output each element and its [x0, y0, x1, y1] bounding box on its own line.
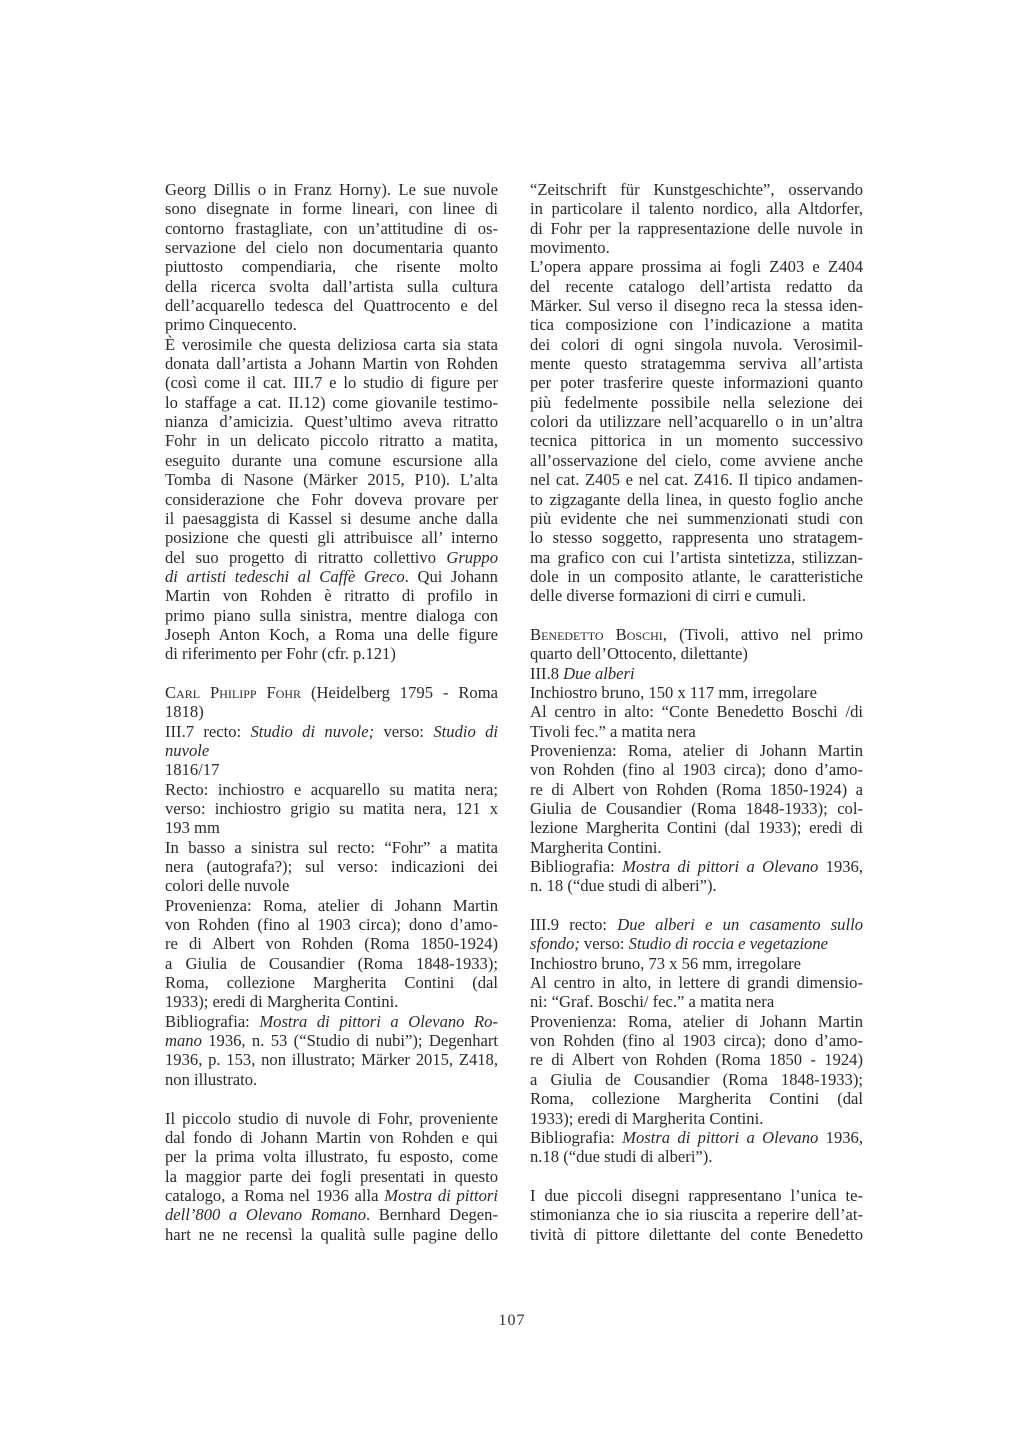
text-line: in particolare il talento nordico, alla Altdorfer, — [530, 199, 863, 219]
text-line: più fedelmente possibile nella selezione dei — [530, 392, 863, 412]
inscription-line: colori delle nuvole — [165, 876, 290, 896]
publication-title: mano — [165, 1031, 202, 1051]
artwork-title: Studio di — [433, 721, 498, 741]
medium-line: 193 mm — [165, 818, 220, 838]
text-line: Märker. Sul verso il disegno reca la stessa iden- — [530, 296, 863, 316]
text-line: delle diverse formazioni di cirri e cumuli. — [530, 586, 807, 606]
bibliography-line — [530, 857, 863, 876]
catalog-number: III.7 recto: — [165, 721, 251, 741]
bibliography-line — [165, 1031, 498, 1050]
text-line: dei colori di ogni singola nuvola. Verosimil- — [530, 334, 863, 354]
artist-heading — [165, 683, 498, 702]
text-line: Fohr in un delicato piccolo ritratto a matita, — [165, 431, 498, 451]
provenance-line: Provenienza: Roma, atelier di Johann Martin — [165, 895, 498, 915]
provenance-line: re di Albert von Rohden (Roma 1850 - 1924) — [530, 1050, 863, 1070]
right-column — [530, 180, 863, 1244]
artwork-title: Due alberi e un casamento sullo — [617, 915, 864, 935]
artist-dates: , (Tivoli, attivo nel primo — [662, 624, 863, 644]
publication-title: Mostra di pittori a Olevano — [622, 857, 819, 877]
text-line — [165, 567, 498, 586]
text-line: per poter trasferire queste informazioni quanto — [530, 373, 863, 393]
text-line: È verosimile che questa deliziosa carta sia stata — [165, 334, 498, 354]
entry-title-line — [530, 664, 863, 683]
text-line: dal fondo di Johann Martin von Rohden e qui — [165, 1127, 498, 1147]
text-line: mente questo stratagemma serviva all’artista — [530, 354, 863, 374]
text-fragment: 1936, n. 53 (“Studio di nubi”); Degenhart — [201, 1031, 498, 1051]
artist-dates: (Heidelberg 1795 - Roma — [301, 682, 498, 702]
text-line: nianza d’amicizia. Quest’ultimo aveva ritratto — [165, 412, 498, 432]
text-line: del recente catalogo dell’artista redatto da — [530, 276, 863, 296]
bibliography-line: n.18 (“due studi di alberi”). — [530, 1147, 713, 1167]
artwork-title: di artisti tedeschi al Caffè Greco — [165, 566, 405, 586]
paragraph-provenance-discussion — [165, 335, 498, 664]
paragraph-degenhart-review — [530, 180, 863, 257]
medium-line: verso: inchiostro grigio su matita nera, 121 x — [165, 799, 498, 818]
provenance-line: lezione Margherita Contini (dal 1933); eredi di — [530, 818, 863, 838]
artwork-title: Studio di nuvole; — [250, 721, 375, 741]
bibliography-line: n. 18 (“due studi di alberi”). — [530, 876, 717, 896]
provenance-line: von Rohden (fino al 1903 circa); dono d’amo- — [530, 760, 863, 780]
text-line: tecnica pittorica in un momento successivo — [530, 431, 863, 451]
provenance-line: a Giulia de Cousandier (Roma 1848-1933); — [530, 1069, 863, 1089]
catalog-entry-III7 — [165, 683, 498, 1089]
text-line: di Fohr per la rappresentazione delle nuvole in — [530, 218, 863, 238]
provenance-line: 1933); eredi di Margherita Contini. — [530, 1108, 764, 1128]
text-line: hart ne ne recensì la qualità sulle pagine dello — [165, 1224, 498, 1244]
text-line: quarto dell’Ottocento, dilettante) — [530, 644, 748, 664]
paragraph-comparison — [530, 257, 863, 605]
paragraph-cloud-description — [165, 180, 498, 335]
text-fragment: 1936, — [818, 1127, 863, 1147]
text-line: il paesaggista di Kassel si desume anche dalla — [165, 508, 498, 528]
text-line: Georg Dillis o in Franz Horny). Le sue nuvole — [165, 180, 498, 199]
medium-line: Recto: inchiostro e acquarello su matita nera; — [165, 779, 498, 799]
bibliography-label: Bibliografia: — [165, 1011, 260, 1031]
text-line: tica composizione con l’indicazione a matita — [530, 315, 863, 335]
artwork-title: sfondo; — [530, 934, 580, 954]
inscription-line: Al centro in alto: “Conte Benedetto Boschi /di — [530, 702, 863, 722]
artwork-title: Due alberi — [563, 663, 635, 683]
medium-line: Inchiostro bruno, 150 x 117 mm, irregolare — [530, 682, 817, 702]
text-line: 1818) — [165, 702, 204, 722]
inscription-line: nera (autografa?); sul verso: indicazioni dei — [165, 857, 498, 877]
text-fragment: del suo progetto di ritratto collettivo — [165, 547, 437, 567]
text-line: I due piccoli disegni rappresentano l’unica te- — [530, 1185, 863, 1205]
provenance-line: 1933); eredi di Margherita Contini. — [165, 992, 399, 1012]
artist-heading — [530, 625, 863, 644]
text-line — [165, 548, 498, 567]
entry-title-line — [530, 915, 863, 934]
text-line: tività di pittore dilettante del conte Benedetto — [530, 1224, 863, 1244]
text-line: donata dall’artista a Johann Martin von Rohden — [165, 354, 498, 374]
text-line: più evidente che nei summenzionati studi con — [530, 508, 863, 528]
bibliography-line — [530, 1128, 863, 1147]
paragraph-exhibition-history — [165, 1109, 498, 1244]
text-line: to zigzagante della linea, in questo foglio anche — [530, 489, 863, 509]
text-fragment: verso: — [579, 934, 629, 954]
catalog-number: III.9 recto: — [530, 915, 618, 935]
entry-title-line — [165, 722, 498, 741]
artwork-title: Studio di roccia e vegetazione — [628, 934, 829, 954]
text-fragment: 1936, — [818, 857, 863, 877]
provenance-line: re di Albert von Rohden (Roma 1850-1924) — [165, 934, 498, 954]
provenance-line: re di Albert von Rohden (Roma 1850-1924) a — [530, 779, 863, 799]
text-line: sono disegnate in forme lineari, con linee di — [165, 199, 498, 219]
text-line: lo stesso soggetto, rappresenta uno stratagem- — [530, 528, 863, 548]
text-line: della ricerca svolta dall’artista sulla cultura — [165, 276, 498, 296]
text-line: lo staffage a cat. II.12) come giovanile testimo- — [165, 392, 498, 412]
bibliography-line: 1936, p. 153, non illustrato; Märker 2015, Z418, — [165, 1050, 498, 1070]
provenance-line: Roma, collezione Margherita Contini (dal — [530, 1089, 863, 1109]
page-number: 107 — [498, 1312, 526, 1329]
text-line: eseguito durante una comune escursione alla — [165, 450, 498, 470]
text-fragment: . Qui Johann — [404, 566, 498, 586]
provenance-line: von Rohden (fino al 1903 circa); dono d’amo- — [165, 915, 498, 935]
text-line: ma grafico con cui l’artista sintetizza, stilizzan- — [530, 547, 863, 567]
text-line: piuttosto compendiaria, che risente molto — [165, 257, 498, 277]
text-line: per la prima volta illustrato, fu esposto, come — [165, 1147, 498, 1167]
provenance-line: Giulia de Cousandier (Roma 1848-1933); col- — [530, 799, 863, 818]
provenance-line: Provenienza: Roma, atelier di Johann Martin — [530, 740, 863, 760]
bibliography-line: non illustrato. — [165, 1069, 258, 1089]
text-line: Martin von Rohden è ritratto di profilo in — [165, 586, 498, 606]
text-line: primo Cinquecento. — [165, 315, 297, 335]
bibliography-label: Bibliografia: — [530, 1127, 623, 1147]
text-line: considerazione che Fohr doveva provare per — [165, 489, 498, 509]
text-fragment: verso: — [374, 721, 434, 741]
text-line: dole in un composito atlante, le caratteristiche — [530, 566, 863, 586]
text-line: servazione del cielo non documentaria quanto — [165, 238, 498, 258]
text-line: di riferimento per Fohr (cfr. p.121) — [165, 644, 396, 664]
artwork-title: nuvole — [165, 740, 210, 760]
text-line: dell’acquarello tedesca del Quattrocento e del — [165, 296, 498, 316]
text-line: “Zeitschrift für Kunstgeschichte”, osservando — [530, 180, 863, 199]
medium-line: Inchiostro bruno, 73 x 56 mm, irregolare — [530, 953, 801, 973]
artist-name: Benedetto Boschi — [530, 624, 663, 644]
provenance-line: Roma, collezione Margherita Contini (dal — [165, 973, 498, 993]
entry-title-line — [530, 934, 863, 953]
inscription-line: Tivoli fec.” a matita nera — [530, 721, 696, 741]
provenance-line: von Rohden (fino al 1903 circa); dono d’amo- — [530, 1031, 863, 1051]
text-line: movimento. — [530, 238, 610, 258]
paragraph-boschi-discussion — [530, 1186, 863, 1244]
text-line: (così come il cat. III.7 e lo studio di figure per — [165, 373, 498, 393]
catalog-number: III.8 — [530, 663, 564, 683]
publication-title: Mostra di pittori a Olevano — [622, 1127, 819, 1147]
catalog-entry-III8 — [530, 625, 863, 896]
artwork-date: 1816/17 — [165, 760, 220, 780]
exhibition-title: Mostra di pittori — [384, 1185, 498, 1205]
bibliography-label: Bibliografia: — [530, 857, 623, 877]
catalog-entry-III9 — [530, 915, 863, 1166]
text-line: Tomba di Nasone (Märker 2015, P10). L’alta — [165, 470, 498, 490]
exhibition-title: dell’800 a Olevano Romano — [165, 1205, 366, 1225]
text-line — [165, 1205, 498, 1224]
text-line: all’osservazione del cielo, come avviene anche — [530, 450, 863, 470]
text-line: posizione che questi gli attribuisce all’ interno — [165, 528, 498, 548]
provenance-line: a Giulia de Cousandier (Roma 1848-1933); — [165, 953, 498, 973]
text-line: Il piccolo studio di nuvole di Fohr, proveniente — [165, 1108, 498, 1128]
artist-name: Carl Philipp Fohr — [165, 682, 302, 702]
inscription-line: Al centro in alto, in lettere di grandi dimensio- — [530, 973, 863, 993]
text-line — [165, 1186, 498, 1205]
text-line: la maggior parte dei fogli presentati in questo — [165, 1166, 498, 1186]
text-line: L’opera appare prossima ai fogli Z403 e Z404 — [530, 257, 863, 277]
provenance-line: Margherita Contini. — [530, 837, 662, 857]
left-column — [165, 180, 498, 1244]
text-line: Joseph Anton Koch, a Roma una delle figure — [165, 624, 498, 644]
text-fragment: . Bernhard Degen- — [366, 1205, 498, 1225]
artwork-title: Gruppo — [446, 547, 498, 567]
text-line: contorno frastagliate, con un’attitudine di os- — [165, 218, 498, 238]
text-fragment: catalogo, a Roma nel 1936 alla — [165, 1185, 385, 1205]
text-line: primo piano sulla sinistra, mentre dialoga con — [165, 605, 498, 625]
text-line: nel cat. Z405 e nel cat. Z416. Il tipico andamen- — [530, 470, 863, 490]
inscription-line: In basso a sinistra sul recto: “Fohr” a matita — [165, 837, 498, 857]
inscription-line: ni: “Graf. Boschi/ fec.” a matita nera — [530, 992, 775, 1012]
text-line: stimonianza che io sia riuscita a reperire dell’at- — [530, 1205, 863, 1225]
text-line — [165, 741, 498, 760]
bibliography-line — [165, 1012, 498, 1031]
publication-title: Mostra di pittori a Olevano Ro- — [259, 1011, 498, 1031]
text-line: colori da utilizzare nell’acquarello o in un’altra — [530, 412, 863, 432]
provenance-line: Provenienza: Roma, atelier di Johann Martin — [530, 1011, 863, 1031]
